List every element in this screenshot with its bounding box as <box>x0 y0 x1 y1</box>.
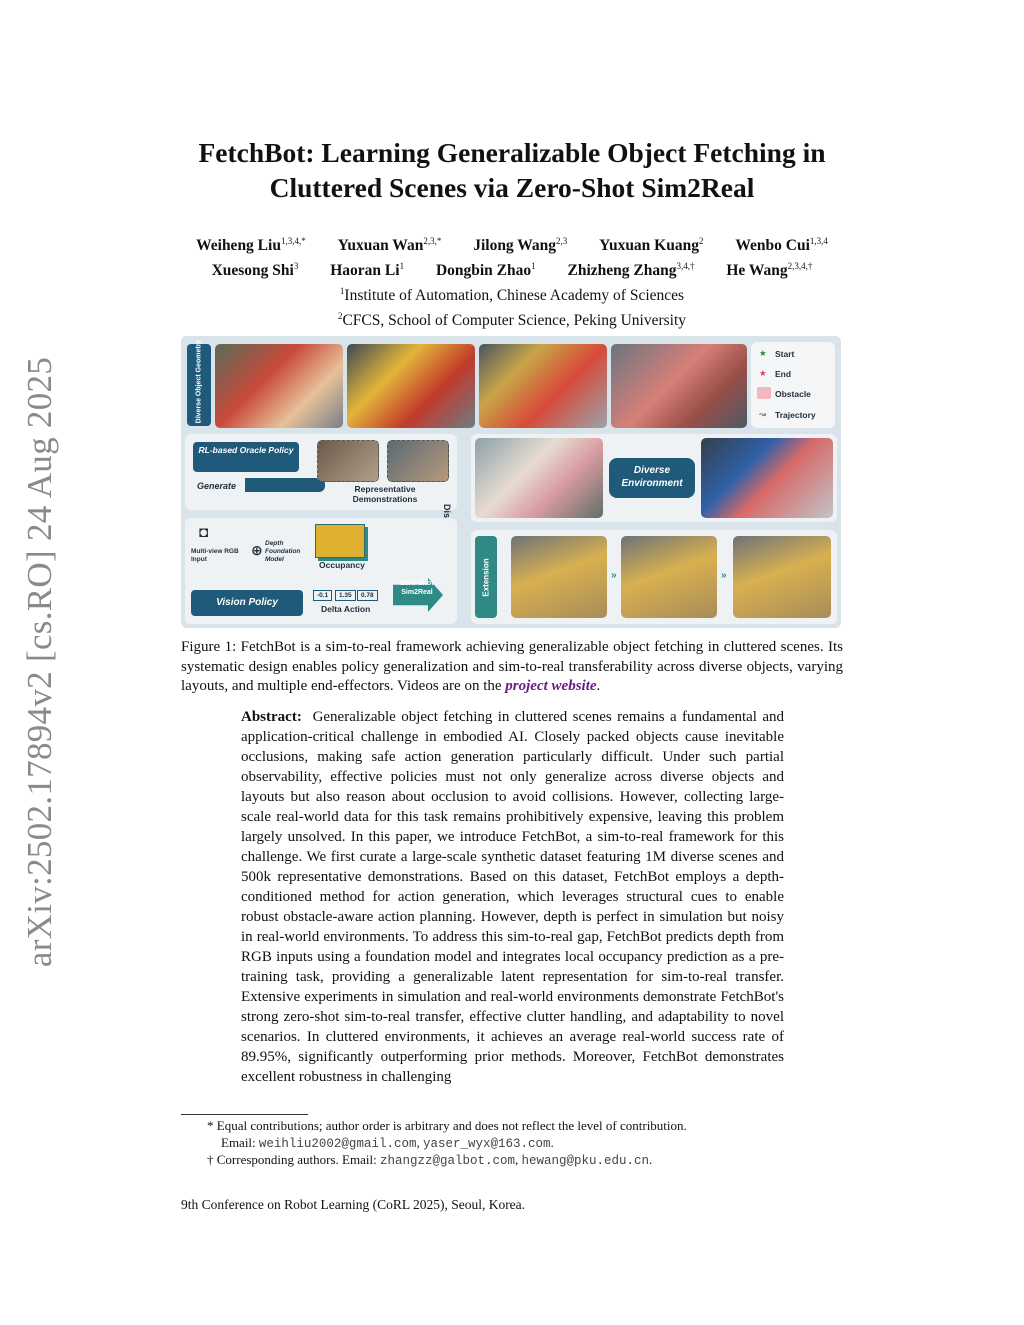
affiliation: $^2$CFCS, School of Computer Science, Peking University <box>337 311 687 330</box>
demo-photo-2 <box>387 440 449 482</box>
project-website-link[interactable]: project website <box>505 678 597 694</box>
scene-photo-4 <box>611 344 747 428</box>
affiliation: $^1$Institute of Automation, Chinese Academy of Sciences <box>339 286 685 305</box>
figure-caption: Figure 1: FetchBot is a sim-to-real framework achieving generalizable object fetching in cluttered scenes. Its systematic design enables policy generalization and sim-to-real transferability across diverse objects, varying layouts, and multiple end-effectors. Videos are on the project website. <box>181 639 843 694</box>
depth-model-label: Depth Foundation Model <box>265 540 301 563</box>
scene-photo-3 <box>479 344 607 428</box>
arxiv-id: arXiv:2502.17894v2 [cs.RO] 24 Aug 2025 <box>20 356 59 968</box>
delta-value: 0.78 <box>357 590 378 601</box>
vision-policy-panel: ◘ Multi-view RGB Input ⊕ Depth Foundation Model Occupancy Vision Policy -0.1 1.35 0.78 Delta Action Zero-Shot Sim2Real <box>185 518 457 624</box>
venue-line: 9th Conference on Robot Learning (CoRL 2025), Seoul, Korea. <box>181 1197 526 1212</box>
rl-oracle-box: RL-based Oracle Policy <box>193 442 299 472</box>
email-link[interactable]: weihliu2002@gmail.com <box>258 1136 417 1151</box>
author: Dongbin Zhao$^1$ <box>435 261 536 280</box>
env-photo-2 <box>701 438 833 518</box>
author: Zhizheng Zhang$^{3,4,\dagger}$ <box>567 261 695 280</box>
diverse-environment-box: Diverse Environment <box>609 458 695 498</box>
abstract <box>241 707 784 1087</box>
footnotes: * Equal contributions; author order is arbitrary and does not reflect the level of contribution. Email: weihliu2002@gmail.com, yaser_wyx@163.com. † Corresponding authors. Email: zhangzz@galbot.com, hewang@pku.edu.cn. <box>207 1118 807 1170</box>
title-line-2: Cluttered Scenes via Zero-Shot Sim2Real <box>269 172 755 203</box>
oracle-panel <box>185 434 457 510</box>
legend-panel: ★ Start ★ End Obstacle ↝ Trajectory <box>751 342 835 428</box>
generate-label: Generate <box>197 481 237 491</box>
email-link[interactable]: yaser_wyx@163.com <box>422 1136 551 1151</box>
extension-label: Extension <box>481 558 491 597</box>
env-photo-1 <box>475 438 603 518</box>
author: Yuxuan Kuang$^2$ <box>599 236 704 255</box>
scene-photo-1 <box>215 344 343 428</box>
vision-policy-box: Vision Policy <box>191 590 303 616</box>
author: He Wang$^{2,3,4,\dagger}$ <box>726 261 813 280</box>
ext-photo-3 <box>733 536 831 618</box>
demo-photo-1 <box>317 440 379 482</box>
multiview-label: Multi-view RGB Input <box>191 548 239 563</box>
author: Xuesong Shi$^3$ <box>211 261 299 280</box>
delta-action-label: Delta Action <box>321 604 371 614</box>
email-link[interactable]: hewang@pku.edu.cn <box>521 1154 650 1168</box>
title-line-1: FetchBot: Learning Generalizable Object Fetching in <box>198 137 826 168</box>
author: Yuxuan Wan$^{2,3,*}$ <box>337 236 442 255</box>
arxiv-watermark <box>0 0 70 1325</box>
zero-shot-label: Zero-Shot Sim2Real <box>400 580 434 596</box>
delta-value: 1.35 <box>335 590 356 601</box>
figure-1 <box>181 336 841 628</box>
author: Weiheng Liu$^{1,3,4,*}$ <box>196 236 306 255</box>
extension-panel: Extension » » <box>471 530 837 624</box>
ext-photo-1 <box>511 536 607 618</box>
footnote-corresponding: † Corresponding authors. Email: <box>207 1152 377 1167</box>
email-link[interactable]: zhangzz@galbot.com <box>379 1154 515 1168</box>
paper-title <box>150 135 874 205</box>
footnote-rule <box>181 1114 308 1115</box>
footnote-equal: * Equal contributions; author order is arbitrary and does not reflect the level of contribution. <box>207 1118 687 1133</box>
author: Wenbo Cui$^{1,3,4}$ <box>735 236 828 255</box>
delta-value: -0.1 <box>313 590 332 601</box>
author: Jilong Wang$^{2,3}$ <box>473 236 568 255</box>
rep-demos-label: Representative Demonstrations <box>352 484 418 504</box>
environment-panel <box>471 434 837 522</box>
abstract-text: Generalizable object fetching in cluttered scenes remains a fundamental and application-critical challenge in embodied AI. Closely packed objects cause inevitable occlusions, making safe action generation particularly difficult. Under such partial observability, effective policies must not only generalize across diverse objects and layouts but also reason about occlusion to avoid collisions. However, collecting large-scale real-world data for this task remains prohibitively expensive, leaving this problem largely unsolved. In this paper, we introduce FetchBot, a sim-to-real framework for this challenge. We first curate a large-scale synthetic dataset featuring 1M diverse scenes and 500k representative demonstrations. Based on this dataset, FetchBot employs a depth-conditioned method for action generation, which leverages structural cues to enable robust obstacle-aware action planning. However, depth is perfect in simulation but noisy in real-world environments. To address this sim-to-real gap, FetchBot predicts depth from RGB inputs using a foundation model and integrates local occupancy prediction as a pre-training task, providing a generalizable latent representation for sim-to-real transfer. Extensive experiments in simulation and real-world environments demonstrate FetchBot's strong zero-shot sim-to-real transfer, effective clutter handling, and adaptability to novel scenarios. In cluttered environments, it achieves an average real-world success rate of 89.95%, significantly outperforming prior methods. Moreover, FetchBot demonstrates excellent robustness in challenging <box>241 709 784 1085</box>
ext-photo-2 <box>621 536 717 618</box>
abstract-label: Abstract: <box>241 709 302 725</box>
occupancy-label: Occupancy <box>319 560 365 570</box>
diverse-geometry-label: Diverse Object Geometry <box>195 339 203 424</box>
author: Haoran Li$^1$ <box>330 261 405 280</box>
scene-photo-2 <box>347 344 475 428</box>
